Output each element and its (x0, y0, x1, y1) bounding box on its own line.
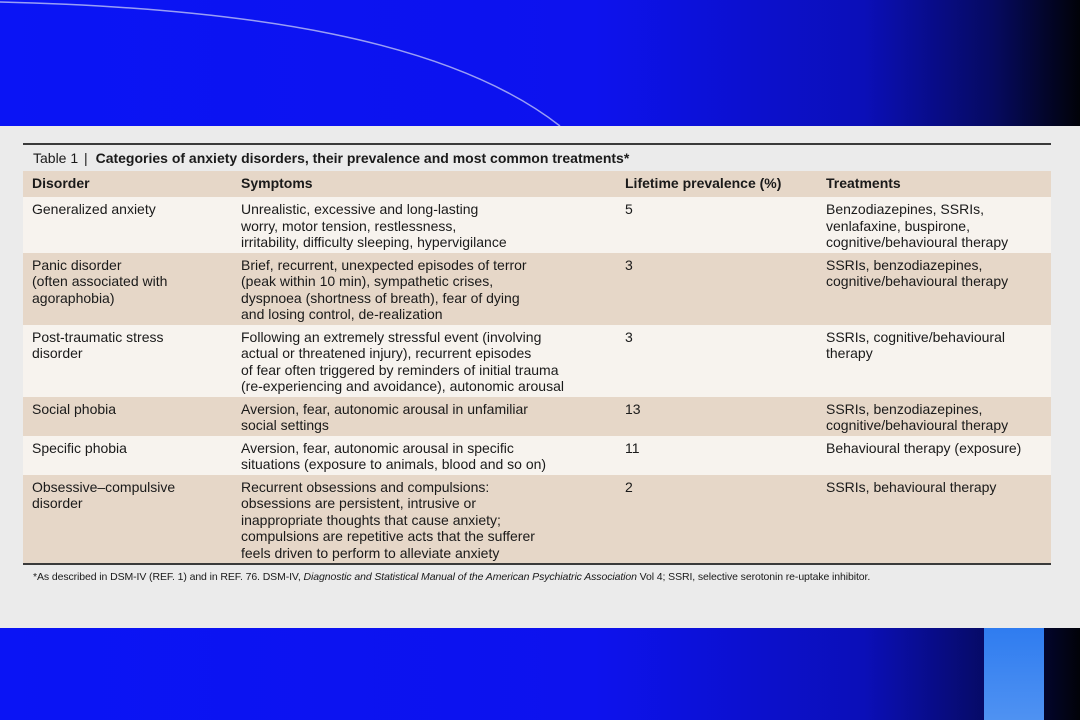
cell-symptoms: Following an extremely stressful event (involving actual or threatened injury), recurrent episodes of fear often triggered by reminders of initial trauma (re-experiencing and avoidance), autonomic arousal (241, 328, 564, 394)
cell-symptoms: Brief, recurrent, unexpected episodes of terror (peak within 10 min), sympathetic crises, dyspnoea (shortness of breath), fear of dying and losing control, de-realization (241, 256, 527, 322)
cell-treatments: SSRIs, benzodiazepines, cognitive/behavioural therapy (826, 400, 1009, 433)
table-row (23, 253, 1051, 325)
cell-prevalence: 13 (625, 400, 641, 417)
table-row (23, 325, 1051, 397)
table-figure (23, 143, 1051, 583)
decorative-arc (0, 0, 1080, 130)
table-title (23, 145, 1051, 171)
table-header-row (23, 171, 1051, 197)
cell-treatments: SSRIs, behavioural therapy (826, 478, 997, 495)
cell-disorder: Obsessive–compulsive disorder (32, 478, 176, 511)
decorative-corner-tab (984, 628, 1044, 720)
cell-symptoms: Aversion, fear, autonomic arousal in unfamiliar social settings (241, 400, 528, 433)
header-prevalence: Lifetime prevalence (%) (625, 175, 782, 191)
cell-prevalence: 3 (625, 328, 633, 345)
footnote-start: *As described in DSM-IV (REF. 1) and in REF. 76. DSM-IV, (33, 571, 304, 583)
cell-treatments: SSRIs, cognitive/behavioural therapy (826, 328, 1005, 361)
table-footnote (23, 565, 1051, 583)
cell-symptoms: Aversion, fear, autonomic arousal in specific situations (exposure to animals, blood and so on) (241, 439, 547, 472)
cell-disorder: Social phobia (32, 400, 117, 417)
cell-treatments: Benzodiazepines, SSRIs, venlafaxine, buspirone, cognitive/behavioural therapy (826, 201, 1009, 250)
cell-symptoms: Recurrent obsessions and compulsions: obsessions are persistent, intrusive or inappropriate thoughts that cause anxiety; compulsions are repetitive acts that the sufferer feels driven to perform to alleviate anxiety (241, 478, 535, 561)
cell-disorder: Post-traumatic stress disorder (32, 328, 164, 361)
header-treatments: Treatments (826, 175, 901, 191)
cell-prevalence: 2 (625, 478, 633, 495)
table-row (23, 436, 1051, 475)
cell-symptoms: Unrealistic, excessive and long-lasting worry, motor tension, restlessness, irritability, difficulty sleeping, hypervigilance (241, 201, 507, 250)
cell-prevalence: 5 (625, 201, 633, 217)
footnote-italic: Diagnostic and Statistical Manual of the American Psychiatric Association (303, 571, 637, 583)
cell-disorder: Generalized anxiety (32, 201, 156, 217)
table-row (23, 197, 1051, 253)
cell-disorder: Panic disorder (often associated with agoraphobia) (32, 256, 168, 306)
cell-prevalence: 3 (625, 256, 633, 273)
table-number: Table 1 (33, 150, 79, 166)
title-separator: | (84, 150, 88, 166)
anxiety-disorders-table (23, 171, 1051, 563)
header-symptoms: Symptoms (241, 175, 313, 191)
table-title-text: Categories of anxiety disorders, their prevalence and most common treatments* (95, 150, 630, 166)
cell-treatments: Behavioural therapy (exposure) (826, 439, 1022, 456)
table-row (23, 397, 1051, 436)
cell-disorder: Specific phobia (32, 439, 127, 456)
cell-prevalence: 11 (625, 439, 640, 456)
table-row (23, 475, 1051, 564)
footnote-end: Vol 4; SSRI, selective serotonin re-uptake inhibitor. (636, 571, 871, 583)
cell-treatments: SSRIs, benzodiazepines, cognitive/behavioural therapy (826, 256, 1009, 289)
header-disorder: Disorder (32, 175, 90, 191)
